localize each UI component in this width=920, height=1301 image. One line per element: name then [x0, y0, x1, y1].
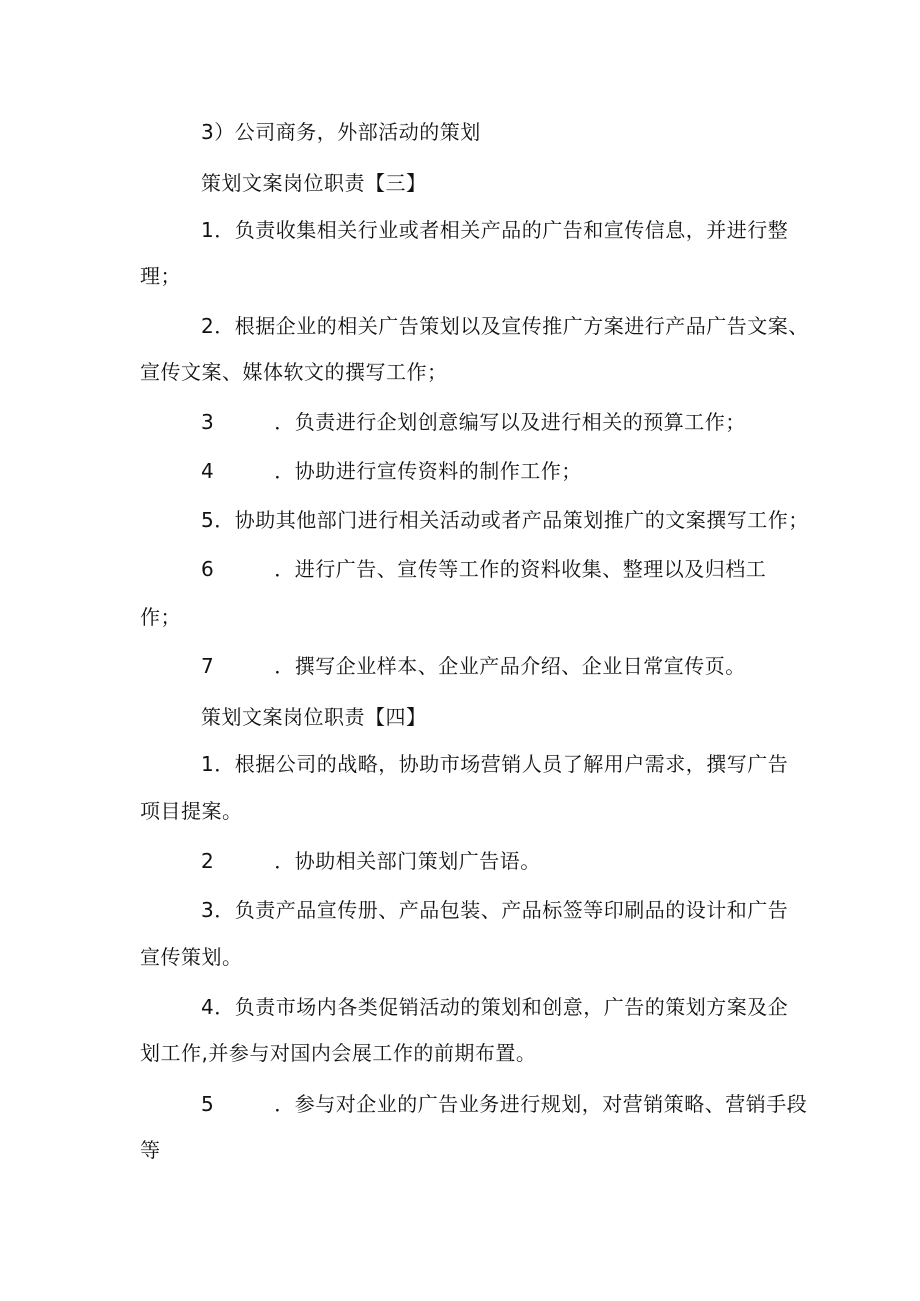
section-heading: 策划文案岗位职责【四】	[201, 705, 427, 729]
list-item: 1．负责收集相关行业或者相关产品的广告和宣传信息，并进行整	[201, 218, 789, 242]
list-item-continuation: 划工作,并参与对国内会展工作的前期布置。	[140, 1041, 537, 1065]
list-text: ．协助相关部门策划广告语。	[274, 849, 541, 873]
list-item-continuation: 项目提案。	[140, 799, 243, 823]
section-heading: 策划文案岗位职责【三】	[201, 171, 427, 195]
list-text: ．进行广告、宣传等工作的资料收集、整理以及归档工	[274, 557, 767, 581]
list-item	[201, 1092, 807, 1116]
list-number: 7	[201, 654, 215, 678]
list-number: 4	[201, 459, 215, 483]
list-item: 2．根据企业的相关广告策划以及宣传推广方案进行产品广告文案、	[201, 314, 809, 338]
text-line: 3）公司商务，外部活动的策划	[201, 120, 481, 144]
list-item-continuation: 等	[140, 1138, 161, 1162]
list-number: 6	[201, 557, 215, 581]
list-text: ．负责进行企划创意编写以及进行相关的预算工作；	[274, 410, 746, 434]
list-item: 5．协助其他部门进行相关活动或者产品策划推广的文案撰写工作；	[201, 508, 809, 532]
list-text: ．参与对企业的广告业务进行规划，对营销策略、营销手段	[274, 1092, 808, 1116]
list-number: 5	[201, 1092, 215, 1116]
list-item	[201, 654, 746, 678]
list-text: ．协助进行宣传资料的制作工作；	[274, 459, 582, 483]
list-text: ．撰写企业样本、企业产品介绍、企业日常宣传页。	[274, 654, 746, 678]
list-item: 3．负责产品宣传册、产品包装、产品标签等印刷品的设计和广告	[201, 898, 789, 922]
list-item	[201, 849, 541, 873]
list-item-continuation: 作；	[140, 605, 181, 629]
list-item: 4．负责市场内各类促销活动的策划和创意，广告的策划方案及企	[201, 995, 789, 1019]
list-number: 3	[201, 410, 215, 434]
list-item	[201, 410, 746, 434]
list-item-continuation: 宣传文案、媒体软文的撰写工作；	[140, 360, 448, 384]
list-item	[201, 459, 582, 483]
list-number: 2	[201, 849, 215, 873]
list-item-continuation: 宣传策划。	[140, 945, 243, 969]
list-item	[201, 557, 766, 581]
list-item-continuation: 理；	[140, 264, 181, 288]
list-item: 1．根据公司的战略，协助市场营销人员了解用户需求，撰写广告	[201, 752, 789, 776]
